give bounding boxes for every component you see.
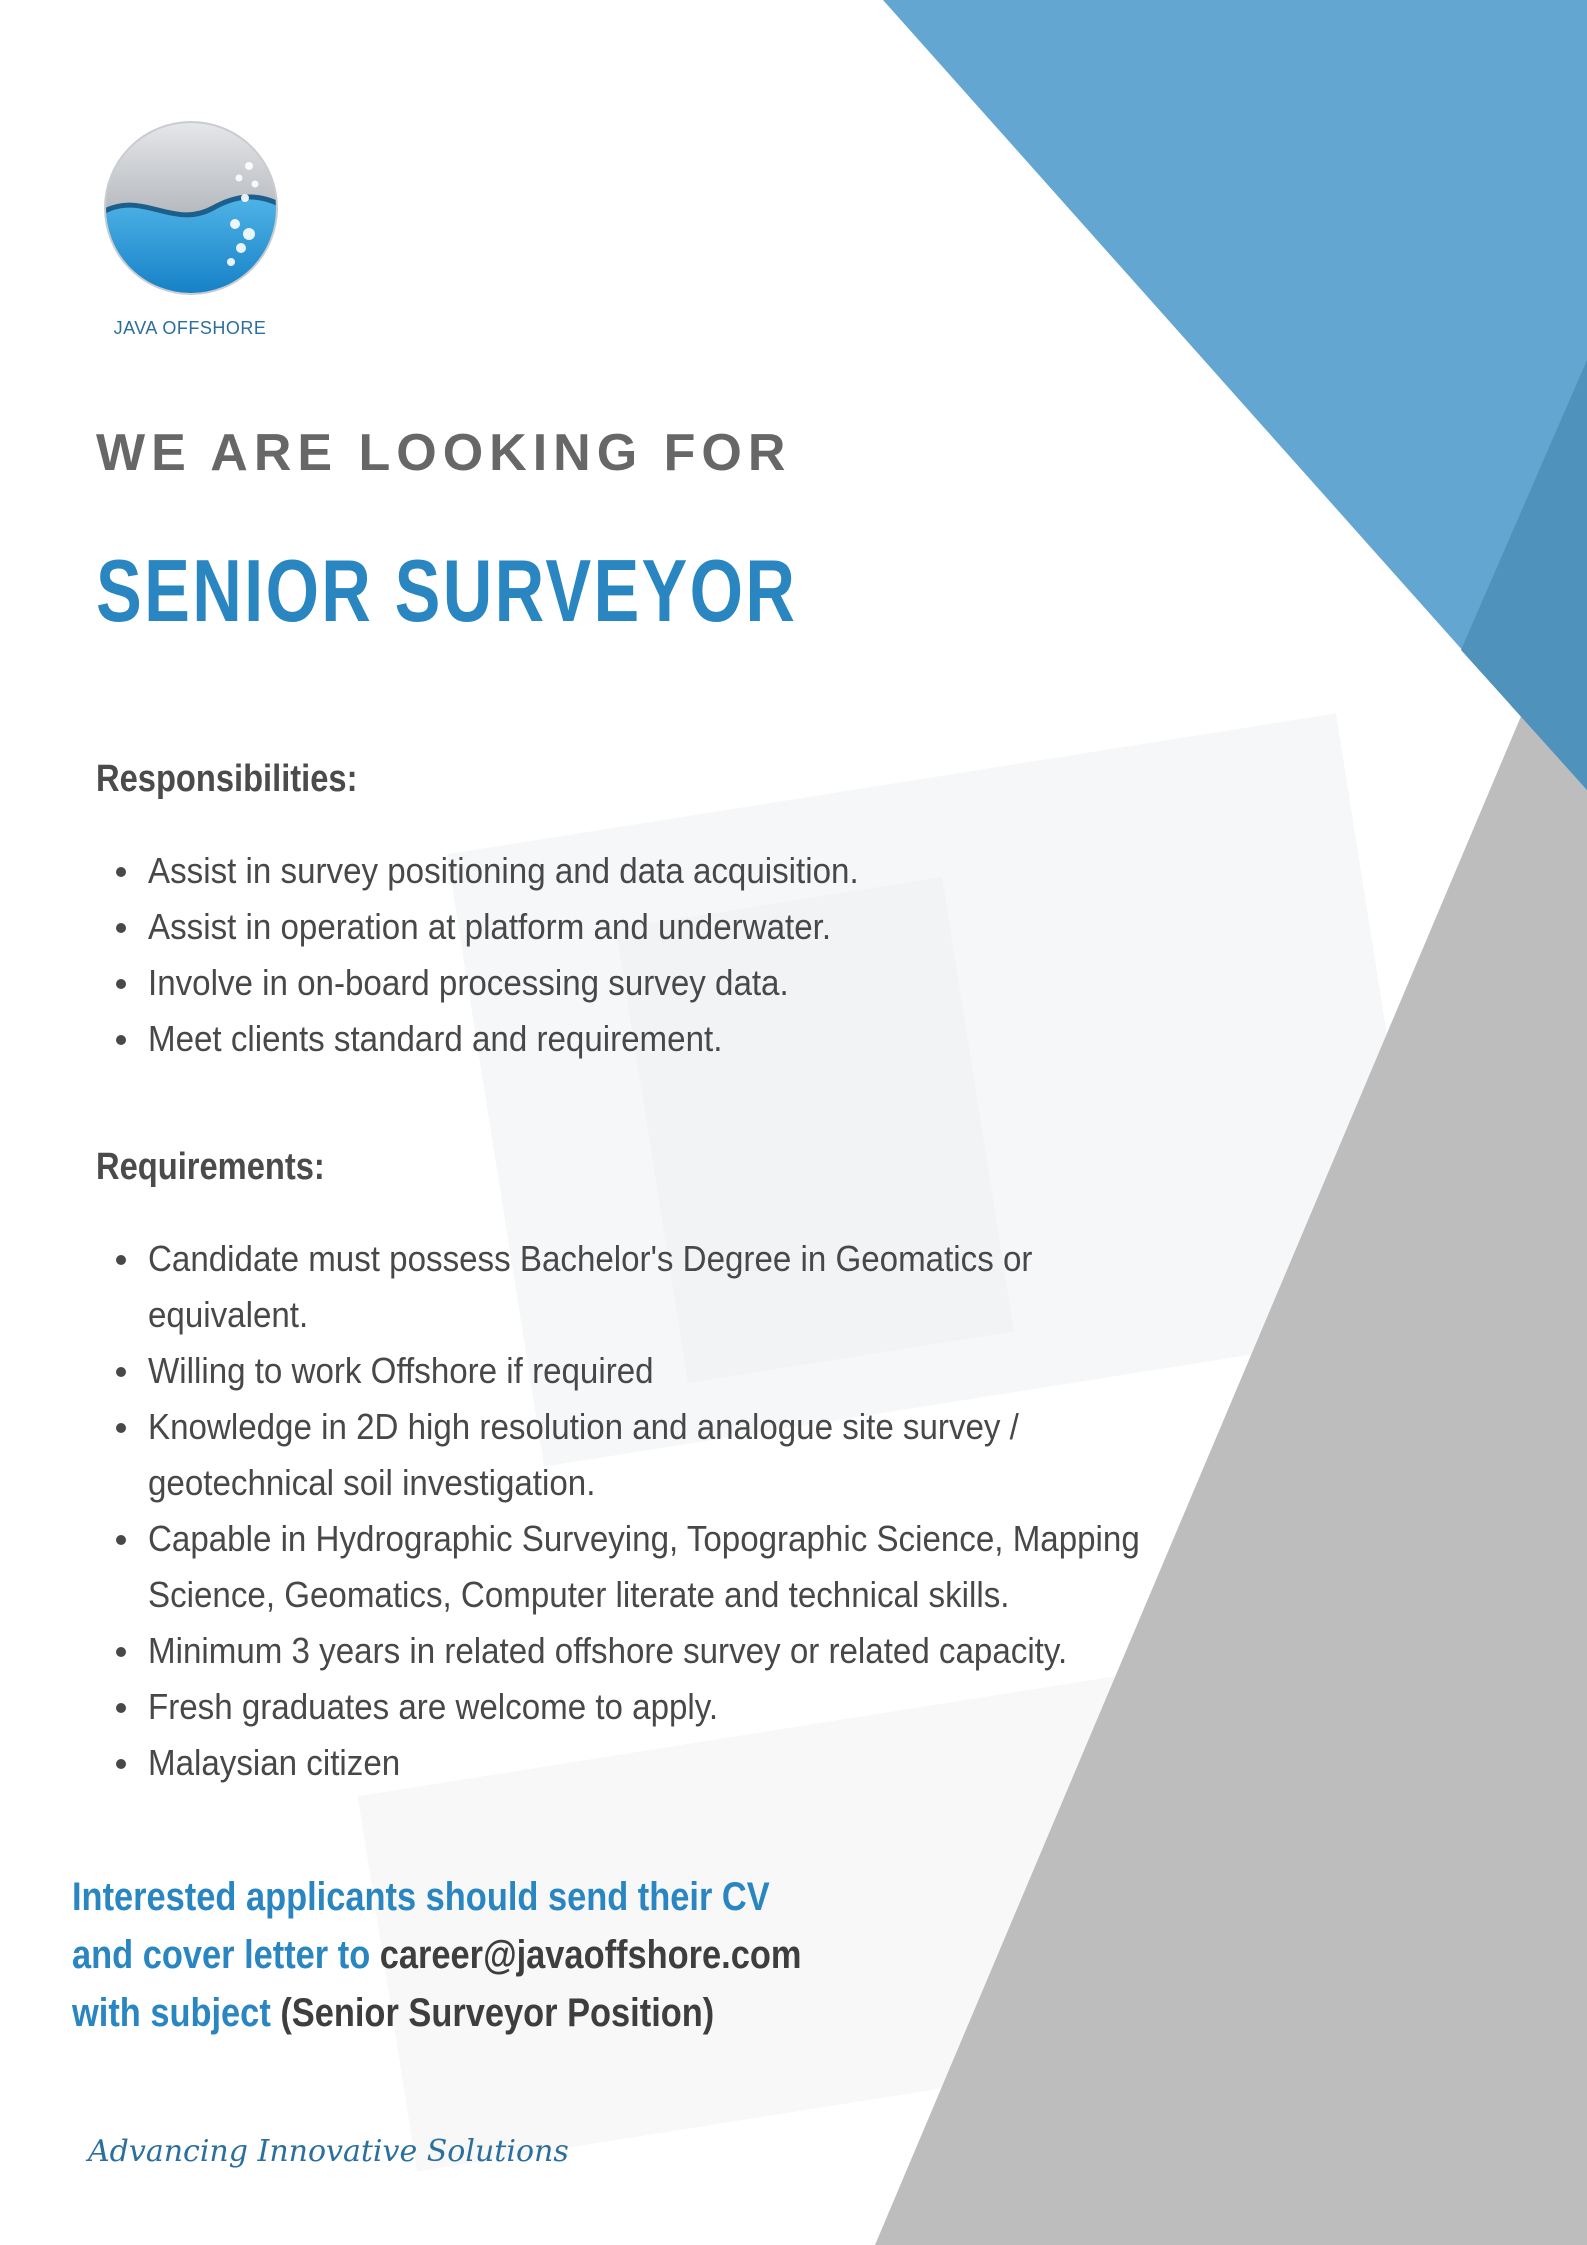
company-tagline: Advancing Innovative Solutions [88, 2134, 569, 2169]
list-item: Willing to work Offshore if required [110, 1343, 1310, 1399]
list-item: Involve in on-board processing survey data. [110, 955, 1310, 1011]
list-item: Capable in Hydrographic Surveying, Topographic Science, Mapping Science, Geomatics, Computer literate and technical skills. [110, 1511, 1310, 1623]
list-item: Knowledge in 2D high resolution and analogue site survey / geotechnical soil investigation. [110, 1399, 1310, 1511]
requirements-heading: Requirements: [96, 1146, 325, 1188]
job-title: SENIOR SURVEYOR [96, 541, 798, 640]
cta-line-2-prefix: and cover letter to [72, 1933, 380, 1977]
list-item: Assist in survey positioning and data acquisition. [110, 843, 1310, 899]
list-item: Candidate must possess Bachelor's Degree in Geomatics or equivalent. [110, 1231, 1310, 1343]
java-offshore-globe-logo-icon [103, 120, 279, 296]
responsibilities-list [110, 843, 1310, 1067]
list-item: Minimum 3 years in related offshore survey or related capacity. [110, 1623, 1310, 1679]
cta-line-3-prefix: with subject [72, 1991, 281, 2035]
cta-line-1: Interested applicants should send their CV [72, 1875, 770, 1919]
application-instructions [72, 1868, 801, 2042]
logo-caption: JAVA OFFSHORE [113, 318, 267, 338]
list-item: Meet clients standard and requirement. [110, 1011, 1310, 1067]
list-item: Fresh graduates are welcome to apply. [110, 1679, 1310, 1735]
email-link[interactable]: career@javaoffshore.com [379, 1933, 802, 1977]
list-item: Malaysian citizen [110, 1735, 1310, 1791]
headline-kicker: WE ARE LOOKING FOR [96, 424, 792, 482]
requirements-list [110, 1231, 1310, 1791]
list-item: Assist in operation at platform and underwater. [110, 899, 1310, 955]
email-subject: (Senior Surveyor Position) [280, 1991, 715, 2035]
responsibilities-heading: Responsibilities: [96, 758, 358, 800]
